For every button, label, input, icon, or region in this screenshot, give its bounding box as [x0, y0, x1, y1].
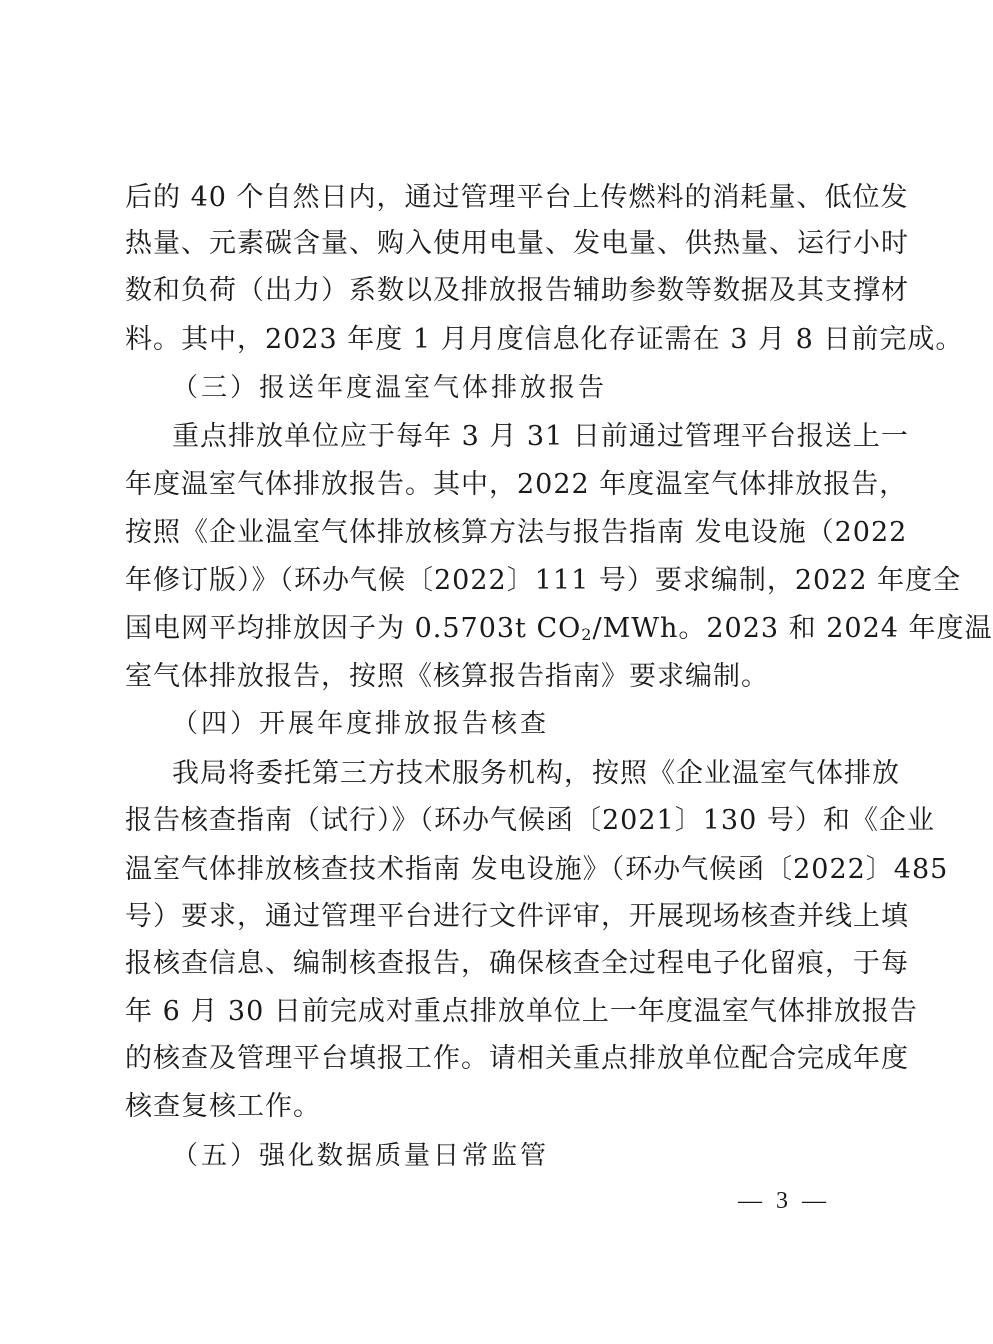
text-segment: /MWh。2023 和 2024 年度温 [592, 613, 993, 644]
page-number: — 3 — [738, 1188, 830, 1214]
paragraph-line: 报核查信息、编制核查报告，确保核查全过程电子化留痕，于每 [125, 948, 909, 979]
paragraph-line: 数和负荷（出力）系数以及排放报告辅助参数等数据及其支撑材 [125, 275, 909, 306]
paragraph-line: 重点排放单位应于每年 3 月 31 日前通过管理平台报送上一 [172, 421, 909, 452]
paragraph-line-co2 [125, 607, 993, 651]
paragraph-line: 年修订版）》（环办气候〔2022〕111 号）要求编制，2022 年度全 [125, 565, 962, 596]
paragraph-line: 报告核查指南（试行）》（环办气候函〔2021〕130 号）和《企业 [125, 805, 935, 836]
paragraph-line: 的核查及管理平台填报工作。请相关重点排放单位配合完成年度 [125, 1043, 909, 1074]
paragraph-line: 年度温室气体排放报告。其中，2022 年度温室气体排放报告， [125, 469, 908, 500]
paragraph-line: 按照《企业温室气体排放核算方法与报告指南 发电设施（2022 [125, 517, 908, 548]
paragraph-line: 热量、元素碳含量、购入使用电量、发电量、供热量、运行小时 [125, 228, 909, 259]
paragraph-line: 号）要求，通过管理平台进行文件评审，开展现场核查并线上填 [125, 901, 909, 932]
paragraph-line: 核查复核工作。 [125, 1091, 321, 1122]
section-heading-3: （三）报送年度温室气体排放报告 [172, 373, 608, 403]
paragraph-line: 后的 40 个自然日内，通过管理平台上传燃料的消耗量、低位发 [125, 182, 909, 213]
section-heading-4: （四）开展年度排放报告核查 [172, 709, 550, 739]
paragraph-line: 年 6 月 30 日前完成对重点排放单位上一年度温室气体排放报告 [125, 996, 918, 1027]
subscript: 2 [581, 625, 593, 644]
paragraph-line: 料。其中，2023 年度 1 月月度信息化存证需在 3 月 8 日前完成。 [125, 324, 964, 355]
section-heading-5: （五）强化数据质量日常监管 [172, 1141, 550, 1171]
paragraph-line: 我局将委托第三方技术服务机构，按照《企业温室气体排放 [172, 758, 900, 789]
paragraph-line: 温室气体排放核查技术指南 发电设施》（环办气候函〔2022〕485 [125, 854, 949, 885]
paragraph-line: 室气体排放报告，按照《核算报告指南》要求编制。 [125, 661, 769, 692]
text-segment: 国电网平均排放因子为 0.5703t CO [125, 613, 582, 644]
